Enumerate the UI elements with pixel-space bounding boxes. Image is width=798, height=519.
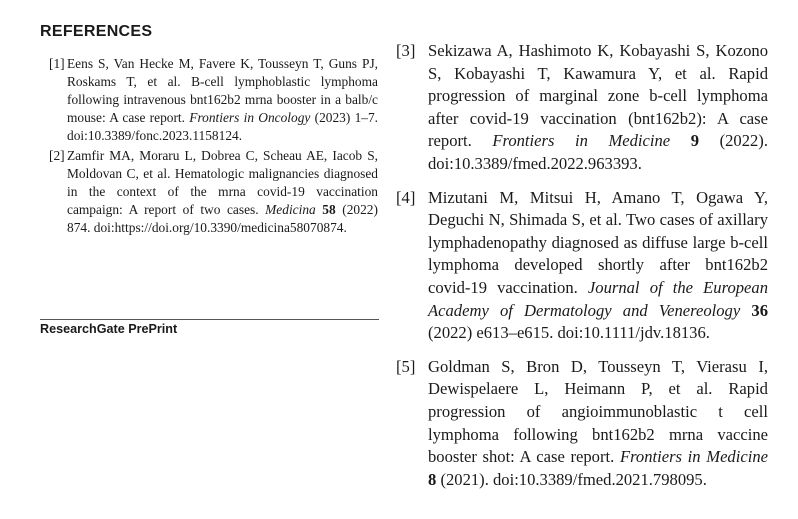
reference-title: Rapid progression of marginal zone b-cell lymphoma after covid-19 vaccination (bnt162b2): A case report. <box>428 63 768 151</box>
references-column-left <box>40 55 378 239</box>
reference-entry <box>396 356 768 492</box>
footer-label: ResearchGate PrePrint <box>40 322 178 336</box>
reference-volume: 36 <box>751 300 768 320</box>
reference-title: Two cases of axillary lymphadenopathy diagnosed as diffuse large b-cell lymphoma developed shortly after bnt162b2 covid-19 vaccination. <box>428 210 768 297</box>
reference-entry <box>40 55 378 145</box>
reference-authors: Sekizawa A, Hashimoto K, Kobayashi S, Kozono S, Kobayashi T, Kawamura Y, et al. <box>428 41 768 83</box>
reference-title: Rapid progression of angioimmunoblastic t cell lymphoma following bnt162b2 mrna vaccine booster shot: A case report. <box>428 379 768 467</box>
reference-number: [1] <box>49 56 65 71</box>
reference-authors: Goldman S, Bron D, Tousseyn T, Vierasu I, Dewispelaere L, Heimann P, et al. <box>428 356 768 399</box>
reference-entry <box>396 187 768 345</box>
reference-authors: Mizutani M, Mitsui H, Amano T, Ogawa Y, Deguchi N, Shimada S, et al. <box>428 187 768 230</box>
reference-entry <box>396 40 768 176</box>
reference-details: (2021). doi:10.3389/fmed.2021.798095. <box>440 469 707 489</box>
reference-number: [2] <box>49 148 65 163</box>
reference-number: [5] <box>396 356 416 376</box>
reference-journal: Frontiers in Medicine <box>492 131 671 151</box>
footer-divider <box>40 319 379 320</box>
reference-details: (2022). doi:10.3389/fmed.2022.963393. <box>428 131 768 173</box>
reference-title: B-cell lymphoblastic lymphoma following intravenous bnt162b2 mrna booster in a balb/c mouse: A case report. <box>67 74 378 125</box>
reference-authors: Eens S, Van Hecke M, Favere K, Tousseyn T, Guns PJ, Roskams T, et al. <box>67 56 378 89</box>
reference-volume: 8 <box>428 469 437 489</box>
reference-number: [3] <box>396 41 416 60</box>
reference-journal: Frontiers in Medicine <box>619 447 768 467</box>
reference-journal: Journal of the European Academy of Dermatology and Venereology <box>428 277 768 320</box>
reference-title: Hematologic malignancies diagnosed in the context of the mrna covid-19 vaccination campaign: A report of two cases. <box>67 166 378 217</box>
reference-number: [4] <box>396 187 416 207</box>
reference-journal: Medicina <box>265 202 316 217</box>
reference-details: (2022) e613–e615. doi:10.1111/jdv.18136. <box>428 323 710 343</box>
references-column-right <box>396 40 768 502</box>
reference-details: (2022) 874. doi:https://doi.org/10.3390/medicina58070874. <box>67 202 378 235</box>
reference-journal: Frontiers in Oncology <box>189 110 311 125</box>
section-heading: REFERENCES <box>40 23 153 40</box>
reference-entry <box>40 147 378 237</box>
reference-volume: 9 <box>690 131 700 151</box>
reference-details: (2023) 1–7. doi:10.3389/fonc.2023.1158124. <box>67 110 378 143</box>
reference-authors: Zamfir MA, Moraru L, Dobrea C, Scheau AE, Iacob S, Moldovan C, et al. <box>67 148 378 181</box>
reference-volume: 58 <box>322 202 336 217</box>
